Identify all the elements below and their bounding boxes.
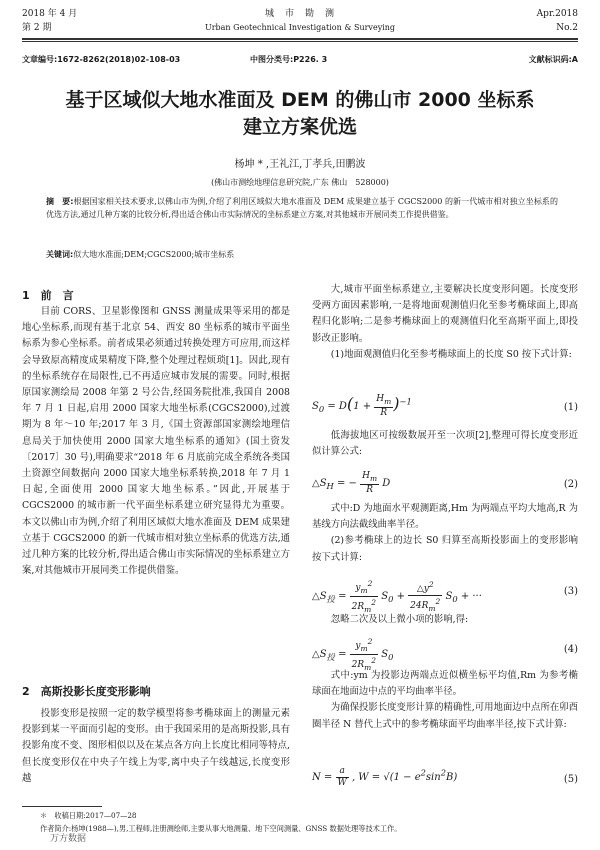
equation-3-number: (3) (563, 586, 578, 597)
section2-body (22, 706, 290, 787)
journal-title-en: Urban Geotechnical Investigation & Surveying (204, 23, 396, 32)
right-col-p7-p8 (312, 668, 578, 733)
equation-3-formula: $\triangle S_投$ = $\frac{y_m^2}{2R_m^2}$ $S_0$ + $\frac{\triangle y^2}{24R_m^2}$ $S_0$ + ··· (312, 579, 482, 614)
header-rule-thin (22, 41, 578, 42)
clc-number: 中图分类号:P226. 3 (250, 55, 328, 64)
paper-title-line1: 基于区域似大地水准面及 DEM 的佛山市 2000 坐标系 (65, 89, 535, 111)
section1-paragraph: 目前 CORS、卫星影像图和 GNSS 测量成果等采用的都是地心坐标系,而现有基于北京 54、西安 80 坐标系的城市平面坐标系为参心坐标系。前者成果必须通过转换处理方可应用,而这样会导致原高精度成果精度下降,整个处理过程烦琐[1]。因此,现有的坐标系统存在局限性,已不再适应城市发展的需要。同时,根据原国家测绘局 2008 年第 2 号公告,经国务院批准,我国自 2008 年 7 月 1 日起,启用 2000 国家大地坐标系(CGCS2000),过渡期为 8 年～10 年;2017 年 3 月,《国土资源部国家测绘地理信息局关于加快使用 2000 国家大地坐标系的通知》(国土资发〔2017〕30 号),明确要求“2018 年 6 月底前完成全系统各类国土资源空间数据向 2000 国家大地坐标系转换,2018 年 7 月 1 日起,全面使用 2000 国家大地坐标系。”因此,开展基于 CGCS2000 的城市新一代平面坐标系建立研究显得尤为重要。本文以佛山市为例,介绍了利用区域似大地水准面及 DEM 成果建立基于 CGCS2000 的新一代城市相对独立坐标系的优选方法,通过几种方案的比较分析,得出适合佛山市实际情况的坐标系建立方案,对其他城市开展同类工作提供借鉴。 (22, 306, 290, 577)
watermark: 万方数据 (50, 834, 87, 844)
right-col-p6 (312, 612, 578, 628)
keywords-block (46, 248, 558, 261)
header-issue-en: No.2 (556, 23, 578, 33)
equation-1 (312, 394, 578, 424)
header-date: 2018 年 4 月 (22, 9, 78, 19)
right-paragraph-2: (1)地面观测值归化至参考椭球面上的长度 S0 按下式计算: (330, 348, 572, 360)
keywords-text: 似大地水准面;DEM;CGCS2000;城市坐标系 (73, 250, 235, 259)
section2-paragraph: 投影变形是按照一定的数学模型将参考椭球面上的测量元素投影到某一平面而引起的变形。由于我国采用的是高斯投影,具有投影角度不变、图形相似以及在某点各方向上长度比相同等特点,但长度变形仅在中央子午线上为零,离中央子午线越远,长度变形越 (22, 708, 290, 784)
header-month-en: Apr.2018 (536, 9, 578, 19)
paper-title-line2: 建立方案优选 (242, 116, 357, 138)
equation-4-formula: $\triangle S_投$ = $\frac{y_m^2}{2R_m^2}$ $S_0$ (312, 637, 394, 672)
right-paragraph-4: 式中:D 为地面水平观测距离,Hm 为两端点平均大地高,R 为基线方向法截线曲率半径。 (312, 503, 578, 531)
equation-3 (312, 578, 578, 614)
author-list: 杨坤 * ,王礼江,丁孝兵,田鹏波 (234, 159, 366, 170)
section1-body (22, 304, 290, 579)
article-number: 文章编号:1672-8262(2018)02-108-03 (22, 55, 181, 64)
equation-5 (312, 766, 578, 796)
equation-1-formula: $S_0 = D(1$ + $\frac{H_m}{R}$ )$^{-1}$ (312, 394, 412, 418)
footnote-bio: 作者简介:杨坤(1988—),男,工程师,注册测绘师,主要从事大地测量、地下空间测量、GNSS 数据处理等技术工作。 (40, 824, 402, 833)
equation-2 (312, 471, 578, 501)
right-col-p3 (312, 428, 578, 460)
equation-4 (312, 636, 578, 672)
right-col-p4-p5 (312, 501, 578, 566)
equation-4-number: (4) (563, 644, 578, 655)
header-rule-thick (22, 38, 578, 40)
header-issue: 第 2 期 (22, 23, 52, 33)
right-paragraph-1: 大,城市平面坐标系建立,主要解决长度变形问题。长度变形受两方面因素影响,一是将地面观测值归化至参考椭球面上,即高程归化影响;二是参考椭球面上的观测值归化至高斯平面上,即投影改正影响。 (312, 284, 578, 344)
footnote-rule (22, 806, 102, 807)
equation-5-formula: N = $\frac{a}{W}$ , $W = √(1 - e^2\sin^2B)$ (312, 766, 458, 788)
journal-title-cn: 城 市 勘 测 (264, 9, 335, 19)
footnote-received: ＊ 收稿日期:2017—07—28 (40, 811, 137, 820)
document-code: 文献标识码:A (528, 55, 578, 64)
right-paragraph-8: 为确保投影长度变形计算的精确性,可用地面边中点所在卯酉圈半径 N 替代上式中的参考椭球面平均曲率半径,按下式计算: (312, 702, 578, 730)
equation-5-number: (5) (563, 774, 578, 785)
right-paragraph-5: (2)参考椭球上的边长 S0 归算至高斯投影面上的变形影响按下式计算: (312, 535, 578, 563)
right-paragraph-3: 低海拔地区可按级数展开至一次项[2],整理可得长度变形近似计算公式: (312, 430, 578, 458)
equation-1-number: (1) (563, 402, 578, 413)
equation-2-formula: $\triangle S_H$ = − $\frac{H_m}{R}$ D (312, 471, 391, 495)
keywords-label: 关键词: (46, 250, 74, 259)
right-paragraph-6: 忽略二次及以上微小项的影响,得: (330, 614, 469, 625)
affiliation: (佛山市测绘地理信息研究院,广东 佛山 528000) (211, 178, 389, 187)
abstract-block (46, 195, 558, 221)
right-col-intro (312, 282, 578, 363)
right-paragraph-7: 式中:ym 为投影边两端点近似横坐标平均值,Rm 为参考椭球面在地面边中点的平均曲率半径。 (312, 670, 578, 698)
section1-heading: 1 前 言 (22, 289, 74, 302)
abstract-text: 根据国家相关技术要求,以佛山市为例,介绍了利用区域似大地水准面及 DEM 成果建立基于 CGCS2000 的新一代城市相对独立坐标系的优选方法,通过几种方案的比较分析,得出适合佛山市实际情况的坐标系建立方案,对其他城市开展同类工作提供借鉴。 (46, 197, 558, 219)
equation-2-number: (2) (563, 479, 578, 490)
section2-heading: 2 高斯投影长度变形影响 (22, 685, 151, 698)
abstract-label: 摘 要: (46, 197, 74, 206)
